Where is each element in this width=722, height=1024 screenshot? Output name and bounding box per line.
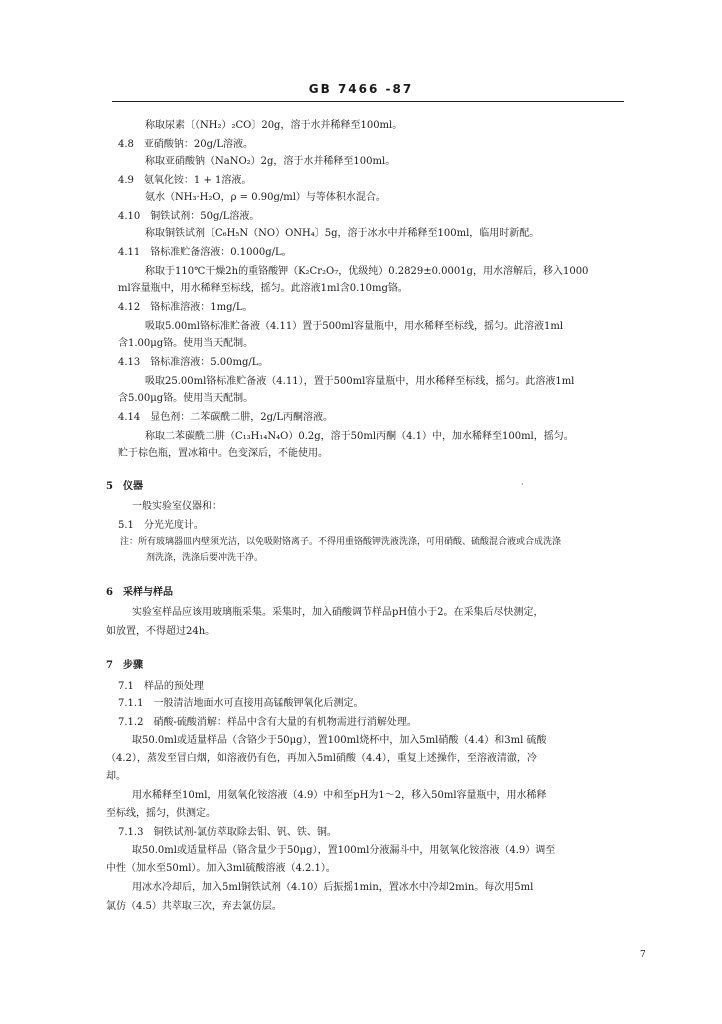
text-line: 7.1.1 一般清洁地面水可直接用高锰酸钾氧化后测定。: [118, 698, 364, 709]
text-line: 4.14 显色剂：二苯碳酰二肼，2g/L丙酮溶液。: [118, 412, 334, 423]
text-line: 称取尿素〔（NH₂）₂CO〕20g，溶于水并稀释至100ml。: [145, 120, 403, 131]
text-line: 5.1 分光光度计。: [118, 520, 204, 531]
text-line: 7.1.2 硝酸-硫酸消解：样品中含有大量的有机物需进行消解处理。: [118, 717, 417, 728]
text-line: 4.12 铬标准溶液：1mg/L。: [118, 302, 253, 313]
text-line: 剂洗涤，洗涤后要冲洗干净。: [146, 553, 264, 563]
header-rule: [112, 101, 624, 102]
text-line: 如放置，不得超过24h。: [106, 626, 216, 637]
text-line: 取50.0ml或适量样品（铬含量少于50μg），置100ml分液漏斗中，用氨氧化铵溶液（4.9）调至: [132, 845, 556, 856]
text-line: 贮于棕色瓶，置冰箱中。色变深后，不能使用。: [118, 448, 328, 459]
margin-mark: ·: [521, 480, 524, 489]
text-line: 含5.00μg铬。使用当天配制。: [118, 393, 254, 404]
text-line: 4.13 铬标准溶液：5.00mg/L。: [118, 357, 269, 368]
text-line: 4.11 铬标准贮备溶液：0.1000g/L。: [118, 247, 292, 258]
text-line: （4.2），蒸发至冒白烟，如溶液仍有色，再加入5ml硝酸（4.4），重复上述操作，至溶液清澈，冷: [106, 753, 537, 764]
text-line: 称取亚硝酸钠（NaNO₂）2g，溶于水并稀释至100ml。: [145, 156, 396, 167]
text-line: 4.8 亚硝酸钠：20g/L溶液。: [118, 139, 254, 150]
text-line: 含1.00μg铬。使用当天配制。: [118, 338, 254, 349]
text-line: 4.9 氨氧化铵：1 + 1溶液。: [118, 175, 252, 186]
text-line: 吸取25.00ml铬标准贮备液（4.11），置于500ml容量瓶中，用水稀释至标线，摇匀。此溶液1ml: [145, 376, 575, 387]
text-line: 4.10 铜铁试剂：50g/L溶液。: [118, 211, 260, 222]
section-heading: 6 采样与样品: [106, 587, 173, 598]
text-line: 用水稀释至10ml，用氨氧化铵溶液（4.9）中和至pH为1～2，移入50ml容量瓶中，用水稀释: [132, 790, 547, 801]
page-header-standard-code: GB 7466 -87: [308, 82, 414, 96]
text-line: 氯仿（4.5）共萃取三次，弃去氯仿层。: [106, 901, 282, 912]
text-line: 却。: [106, 771, 126, 782]
text-line: 实验室样品应该用玻璃瓶采集。采集时，加入硝酸调节样品pH值小于2。在采集后尽快测定，: [132, 607, 544, 618]
text-line: 取50.0ml或适量样品（含铬少于50μg），置100ml烧杯中，加入5ml硝酸（4.4）和3ml 硫酸: [132, 735, 547, 746]
text-line: 称取二苯碳酰二肼（C₁₃H₁₄N₄O）0.2g，溶于50ml丙酮（4.1）中，加水稀释至100ml，摇匀。: [145, 431, 574, 442]
text-line: 氨水（NH₃·H₂O，ρ = 0.90g/ml）与等体积水混合。: [145, 192, 386, 203]
section-heading: 7 步骤: [106, 660, 143, 671]
text-line: 至标线，摇匀，供测定。: [106, 808, 216, 819]
text-line: 称取铜铁试剂〔C₆H₅N（NO）ONH₄〕5g，溶于冰水中并稀释至100ml，临用时新配。: [145, 228, 540, 239]
text-line: 7.1.3 铜铁试剂-氯仿萃取除去钼、钒、铁、铜。: [118, 827, 337, 838]
text-line: 中性（加水至50ml）。加入3ml硫酸溶液（4.2.1）。: [106, 863, 336, 874]
section-heading: 5 仪器: [106, 481, 143, 492]
text-line: 注：所有玻璃器皿内壁须光洁，以免吸附铬离子。不得用重铬酸钾洗液洗涤，可用硝酸、硫酸混合液或合成洗涤: [120, 537, 562, 547]
text-line: 称取于110℃干燥2h的重铬酸钾（K₂Cr₂O₇，优级纯）0.2829±0.0001g，用水溶解后，移入1000: [145, 266, 589, 277]
page-number: 7: [640, 950, 646, 960]
text-line: ml容量瓶中，用水稀释至标线，摇匀。此溶液1ml含0.10mg铬。: [118, 283, 408, 294]
text-line: 7.1 样品的预处理: [118, 681, 204, 692]
text-line: 一般实验室仪器和：: [132, 501, 222, 512]
text-line: 吸取5.00ml铬标准贮备液（4.11）置于500ml容量瓶中，用水稀释至标线，摇匀。此溶液1ml: [145, 321, 564, 332]
text-line: 用冰水冷却后，加入5ml铜铁试剂（4.10）后振摇1min，置冰水中冷却2min。每次用5ml: [132, 882, 534, 893]
